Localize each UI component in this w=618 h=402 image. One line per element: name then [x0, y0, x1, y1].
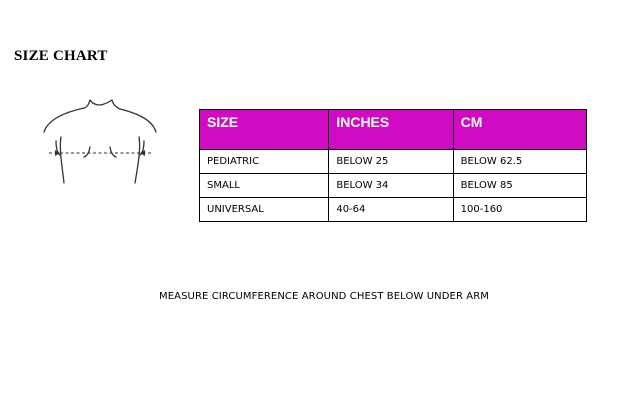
- cell-cm: BELOW 85: [453, 174, 586, 198]
- size-chart-table: [199, 109, 587, 222]
- cell-size: SMALL: [200, 174, 329, 198]
- header-cm: CM: [453, 110, 586, 150]
- chest-measurement-illustration: [38, 95, 164, 191]
- table-row: [200, 198, 587, 222]
- table-header-row: [200, 110, 587, 150]
- cell-size: UNIVERSAL: [200, 198, 329, 222]
- header-size: SIZE: [200, 110, 329, 150]
- cell-size: PEDIATRIC: [200, 150, 329, 174]
- cell-cm: 100-160: [453, 198, 586, 222]
- cell-inches: 40-64: [329, 198, 453, 222]
- header-inches: INCHES: [329, 110, 453, 150]
- cell-cm: BELOW 62.5: [453, 150, 586, 174]
- page-title: SIZE CHART: [14, 48, 108, 64]
- cell-inches: BELOW 34: [329, 174, 453, 198]
- table-row: [200, 150, 587, 174]
- cell-inches: BELOW 25: [329, 150, 453, 174]
- table-row: [200, 174, 587, 198]
- measurement-note: MEASURE CIRCUMFERENCE AROUND CHEST BELOW UNDER ARM: [159, 291, 489, 302]
